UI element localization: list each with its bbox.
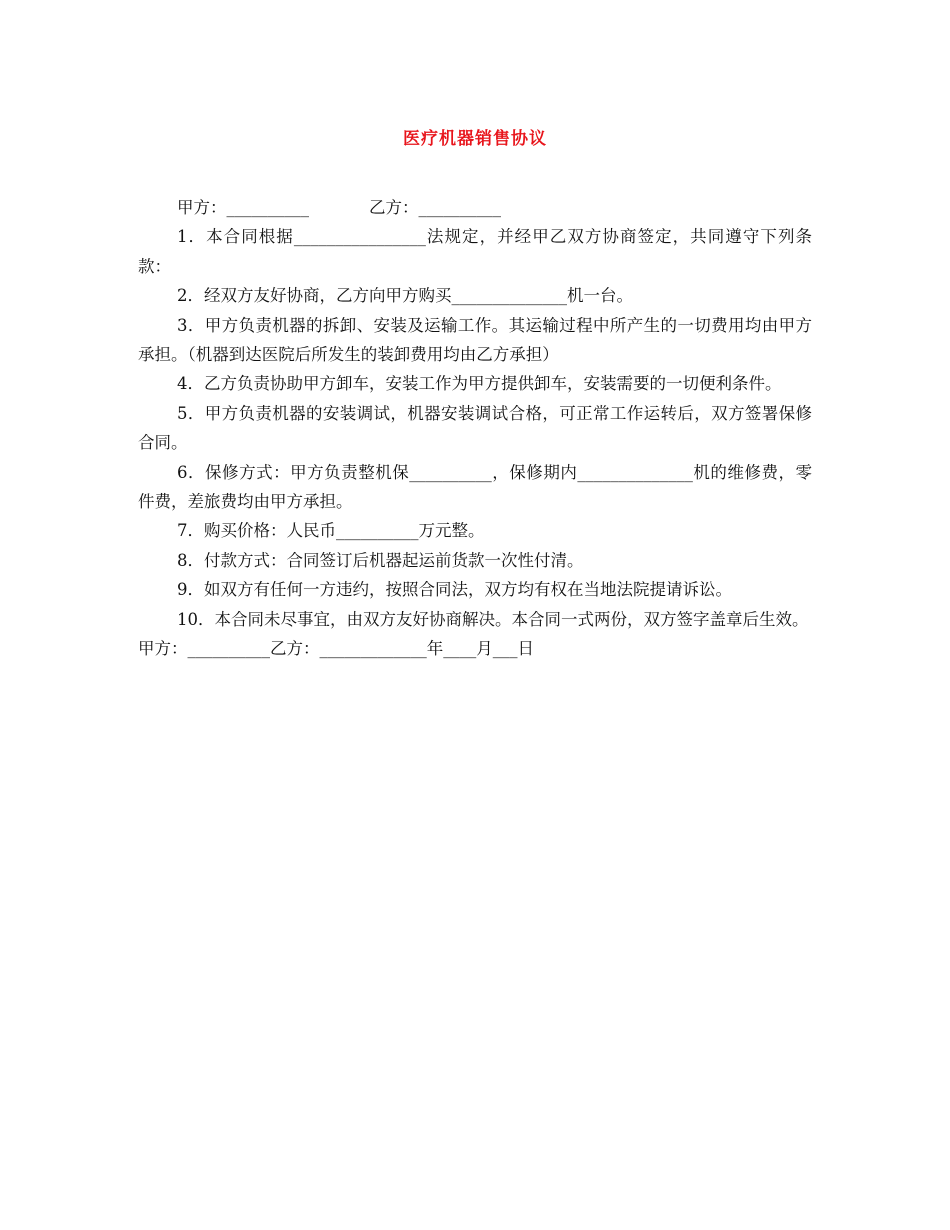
clause-9: 9．如双方有任何一方违约，按照合同法，双方均有权在当地法院提请诉讼。 (177, 580, 732, 600)
document-body (138, 193, 812, 664)
clause-8: 8．付款方式：合同签订后机器起运前货款一次性付清。 (177, 550, 584, 570)
clause-5: 5．甲方负责机器的安装调试，机器安装调试合格，可正常工作运转后，双方签署保修合同。 (138, 403, 812, 453)
party-a-field: 甲方：__________ (177, 198, 309, 217)
clause-6: 6．保修方式：甲方负责整机保__________，保修期内______________机的维修费，零件费，差旅费均由甲方承担。 (138, 462, 812, 512)
clause-7: 7．购买价格：人民币__________万元整。 (177, 521, 485, 541)
parties-line (138, 193, 812, 222)
clause-10: 10．本合同未尽事宜，由双方友好协商解决。本合同一式两份，双方签字盖章后生效。 (177, 609, 809, 629)
clause-2: 2．经双方友好协商，乙方向甲方购买______________机一台。 (177, 286, 633, 306)
clause-1: 1．本合同根据________________法规定，并经甲乙双方协商签定，共同遵守下列条款： (138, 227, 812, 276)
signature-line: 甲方：__________乙方：_____________年____月___日 (138, 639, 534, 659)
document-title: 医疗机器销售协议 (403, 129, 547, 149)
party-b-field: 乙方：__________ (369, 198, 501, 217)
clause-3: 3．甲方负责机器的拆卸、安装及运输工作。其运输过程中所产生的一切费用均由甲方承担。（机器到达医院后所发生的装卸费用均由乙方承担） (138, 315, 812, 365)
clause-4: 4．乙方负责协助甲方卸车，安装工作为甲方提供卸车，安装需要的一切便利条件。 (177, 374, 782, 394)
